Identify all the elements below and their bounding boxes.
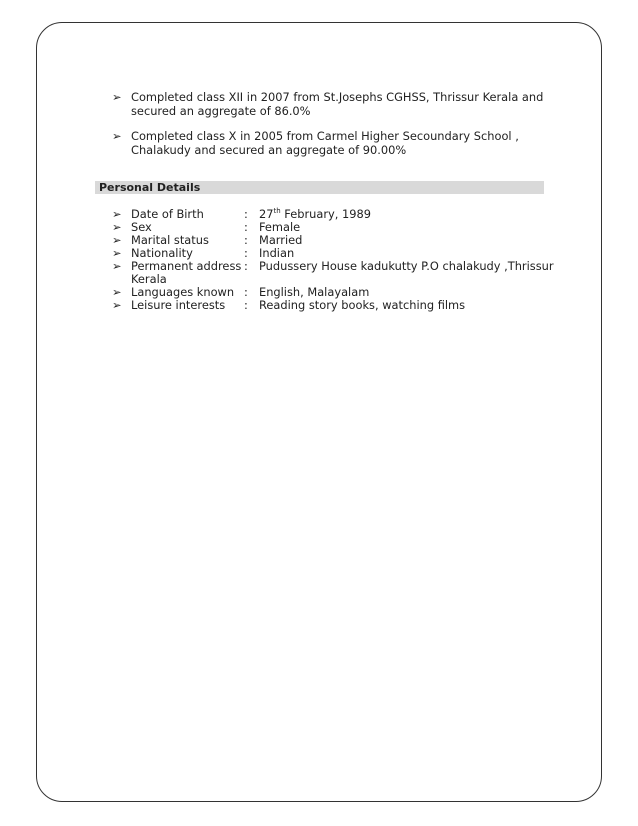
detail-value: Indian — [259, 246, 295, 260]
detail-colon: : — [244, 259, 248, 273]
detail-label: Permanent address — [131, 259, 242, 273]
education-text — [131, 129, 519, 157]
detail-value: Female — [259, 220, 301, 234]
detail-colon: : — [244, 298, 248, 312]
detail-row-dob — [112, 208, 552, 221]
arrow-bullet-icon: ➢ — [112, 298, 122, 312]
detail-value: Pudussery House kadukutty P.O chalakudy ,Thrissur — [259, 259, 554, 273]
arrow-bullet-icon: ➢ — [112, 246, 122, 260]
detail-label: Languages known — [131, 285, 235, 299]
detail-value: English, Malayalam — [259, 285, 370, 299]
detail-value: Married — [259, 233, 303, 247]
detail-label: Date of Birth — [131, 207, 204, 221]
education-line: secured an aggregate of 86.0% — [131, 104, 311, 118]
arrow-bullet-icon: ➢ — [112, 259, 122, 273]
education-line: Completed class XII in 2007 from St.Josephs CGHSS, Thrissur Kerala and — [131, 90, 544, 104]
education-line: Chalakudy and secured an aggregate of 90.00% — [131, 143, 407, 157]
detail-colon: : — [244, 233, 248, 247]
address-continuation: Kerala — [131, 272, 167, 286]
education-text — [131, 90, 543, 118]
detail-label: Leisure interests — [131, 298, 226, 312]
arrow-bullet-icon: ➢ — [112, 129, 122, 143]
detail-label: Nationality — [131, 246, 193, 260]
detail-label: Marital status — [131, 233, 209, 247]
arrow-bullet-icon: ➢ — [112, 207, 122, 221]
detail-colon: : — [244, 285, 248, 299]
detail-value: Reading story books, watching films — [259, 298, 466, 312]
dob-day: 27 — [259, 207, 274, 221]
detail-colon: : — [244, 207, 248, 221]
education-line: Completed class X in 2005 from Carmel Higher Secoundary School , — [131, 129, 519, 143]
section-heading-personal-details: Personal Details — [95, 181, 544, 194]
detail-row-leisure — [112, 299, 552, 312]
arrow-bullet-icon: ➢ — [112, 220, 122, 234]
arrow-bullet-icon: ➢ — [112, 233, 122, 247]
detail-colon: : — [244, 220, 248, 234]
arrow-bullet-icon: ➢ — [112, 90, 122, 104]
dob-suffix: th — [273, 207, 281, 215]
arrow-bullet-icon: ➢ — [112, 285, 122, 299]
detail-colon: : — [244, 246, 248, 260]
detail-label: Sex — [131, 220, 152, 234]
dob-rest: February, 1989 — [280, 207, 372, 221]
detail-row-address — [112, 260, 552, 273]
